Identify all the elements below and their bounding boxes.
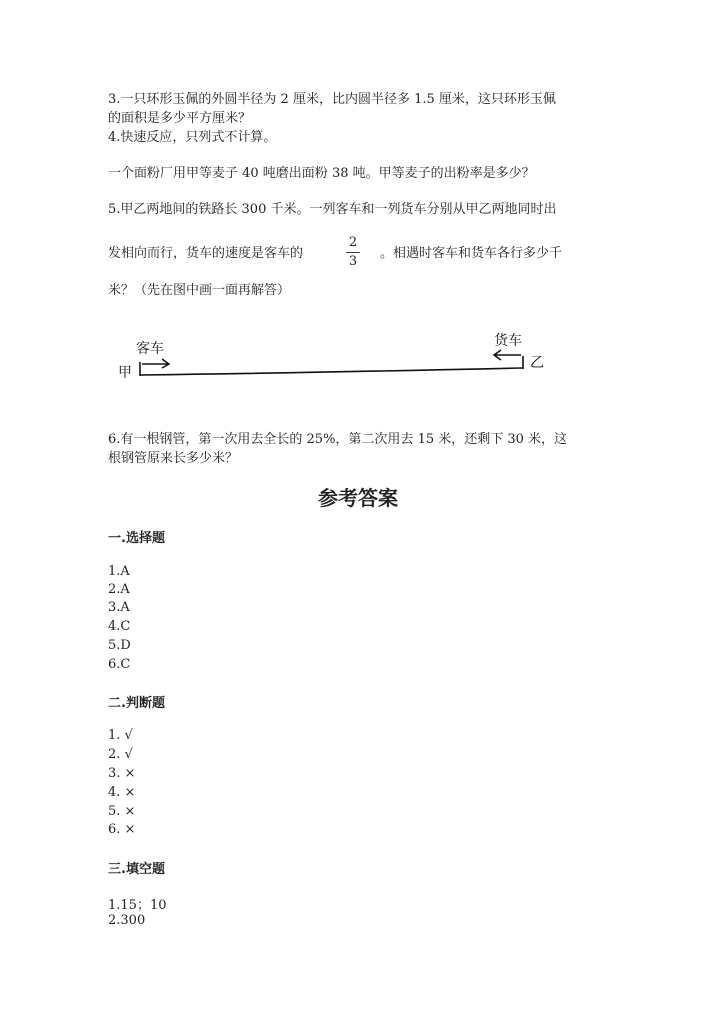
answer-item: 4.C	[108, 619, 131, 634]
diagram-label-huoche: 货车	[494, 333, 522, 349]
route-diagram	[100, 330, 560, 390]
fraction-denominator: 3	[348, 254, 358, 269]
q4-body: 一个面粉厂用甲等麦子 40 吨磨出面粉 38 吨。甲等麦子的出粉率是多少？	[108, 166, 535, 181]
q5-line2-post: 。相遇时客车和货车各行多少千	[380, 246, 563, 261]
answer-item: 1.A	[108, 564, 130, 579]
q5-line1: 5.甲乙两地间的铁路长 300 千米。一列客车和一列货车分别从甲乙两地同时出	[108, 202, 557, 217]
answer-item: 3.A	[108, 600, 130, 615]
section-heading-choice: 一.选择题	[108, 531, 165, 546]
answer-item: 1.15；10	[108, 898, 167, 913]
answer-item: 6. ×	[108, 822, 136, 837]
huoche-arrow-icon	[494, 350, 521, 360]
answer-item: 3. ×	[108, 766, 136, 781]
diagram-label-keche: 客车	[136, 341, 164, 357]
q5-line2-pre: 发相向而行，货车的速度是客车的	[108, 246, 304, 261]
q5-line3: 米？（先在图中画一面再解答）	[108, 283, 291, 298]
answer-item: 5.D	[108, 638, 131, 653]
section-heading-judge: 二.判断题	[108, 696, 165, 711]
answer-item: 5. ×	[108, 804, 136, 819]
answer-item: 4. ×	[108, 785, 136, 800]
answer-item: 2.A	[108, 582, 130, 597]
section-heading-fill: 三.填空题	[108, 862, 165, 877]
answer-item: 2.300	[108, 913, 146, 928]
route-line	[140, 368, 523, 375]
answers-title: 参考答案	[318, 486, 398, 510]
fraction-numerator: 2	[348, 235, 358, 250]
fraction-two-thirds	[346, 236, 360, 269]
q6-line1: 6.有一根钢管，第一次用去全长的 25%，第二次用去 15 米，还剩下 30 米，这	[108, 432, 568, 447]
diagram-label-yi: 乙	[530, 355, 544, 371]
answer-item: 1. √	[108, 728, 133, 743]
q6-line2: 根钢管原来长多少米？	[108, 451, 239, 466]
q3-line2: 的面积是多少平方厘米？	[108, 111, 252, 126]
fraction-bar	[346, 252, 360, 253]
q4-heading: 4.快速反应，只列式不计算。	[108, 130, 277, 145]
answer-item: 6.C	[108, 657, 131, 672]
keche-arrow-icon	[142, 359, 169, 368]
answer-item: 2. √	[108, 747, 133, 762]
diagram-label-jia: 甲	[118, 365, 132, 381]
q3-line1: 3.一只环形玉佩的外圆半径为 2 厘米，比内圆半径多 1.5 厘米，这只环形玉佩	[108, 92, 556, 107]
